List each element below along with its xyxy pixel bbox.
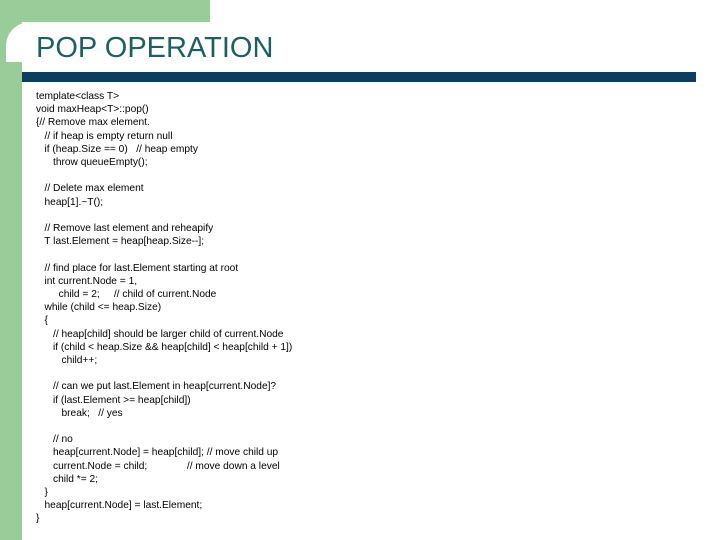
code-line: if (child < heap.Size && heap[child] < heap[child + 1]) <box>36 341 293 353</box>
title-underline <box>22 72 696 82</box>
code-line: heap[1].~T(); <box>36 196 104 208</box>
code-line: void maxHeap<T>::pop() <box>36 104 149 116</box>
code-line: current.Node = child; // move down a level <box>36 460 280 472</box>
code-block <box>36 90 710 526</box>
code-line: // Delete max element <box>36 183 144 195</box>
code-line: } <box>36 513 40 525</box>
slide-title: POP OPERATION <box>36 32 274 64</box>
code-line: child *= 2; <box>36 473 99 485</box>
code-line <box>36 367 710 380</box>
code-line: // Remove last element and reheapify <box>36 223 214 234</box>
code-line: if (heap.Size == 0) // heap empty <box>36 143 198 155</box>
code-line: // if heap is empty return null <box>36 130 173 142</box>
code-line <box>36 209 710 222</box>
code-line: heap[current.Node] = heap[child]; // move child up <box>36 447 279 459</box>
code-line <box>36 248 710 261</box>
code-line: // heap[child] should be larger child of current.Node <box>36 328 284 340</box>
code-line: throw queueEmpty(); <box>36 157 148 169</box>
code-line: child++; <box>36 355 98 367</box>
code-line: } <box>36 487 48 499</box>
top-accent-bar <box>0 0 210 22</box>
code-line <box>36 420 710 433</box>
code-line: T last.Element = heap[heap.Size--]; <box>36 236 205 248</box>
code-line: { <box>36 315 48 327</box>
code-line: template<class T> <box>36 91 120 102</box>
code-line: // can we put last.Element in heap[current.Node]? <box>36 381 277 393</box>
code-line: {// Remove max element. <box>36 117 150 129</box>
code-line: while (child <= heap.Size) <box>36 302 162 314</box>
code-line: // find place for last.Element starting at root <box>36 262 239 274</box>
code-line: heap[current.Node] = last.Element; <box>36 500 203 512</box>
code-line: int current.Node = 1, <box>36 275 138 287</box>
code-line <box>36 169 710 182</box>
code-line: child = 2; // child of current.Node <box>36 289 217 300</box>
code-line: if (last.Element >= heap[child]) <box>36 394 191 406</box>
code-line: break; // yes <box>36 407 123 419</box>
code-line: // no <box>36 434 73 446</box>
left-accent-bar <box>0 0 22 540</box>
